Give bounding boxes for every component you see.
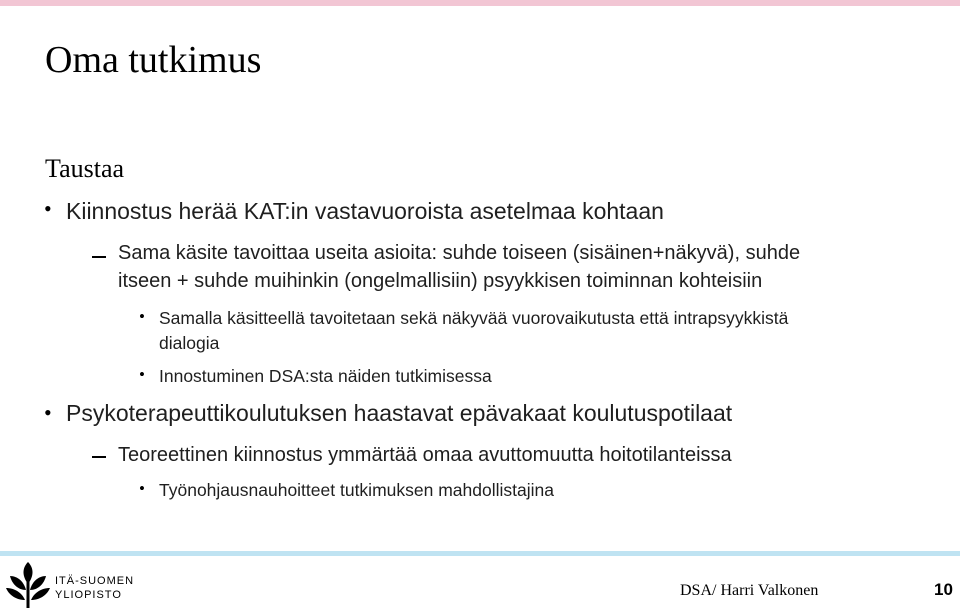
bullet-icon: • xyxy=(139,307,145,326)
bullet-item-level1: Kiinnostus herää KAT:in vastavuoroista asetelmaa kohtaan xyxy=(66,198,664,224)
bullet-item-level1: Psykoterapeuttikoulutuksen haastavat epävakaat koulutuspotilaat xyxy=(66,400,733,426)
section-heading: Taustaa xyxy=(45,154,125,183)
bullet-icon: • xyxy=(44,196,52,221)
bullet-icon: • xyxy=(139,365,145,384)
bullet-icon: • xyxy=(139,479,145,498)
bullet-item-level2: Teoreettinen kiinnostus ymmärtää omaa avuttomuutta hoitotilanteissa xyxy=(118,444,732,466)
dash-icon xyxy=(92,456,106,458)
bullet-item-level2-line1: Sama käsite tavoittaa useita asioita: suhde toiseen (sisäinen+näkyvä), suhde xyxy=(118,242,801,264)
university-logo-icon xyxy=(6,562,50,608)
logo-text-line2: YLIOPISTO xyxy=(55,589,122,601)
logo-text-line1: ITÄ-SUOMEN xyxy=(55,575,135,587)
bullet-item-level2-line2: itseen + suhde muihinkin (ongelmallisiin) psyykkisen toiminnan kohteisiin xyxy=(118,270,763,292)
bullet-item-level3-line1: Samalla käsitteellä tavoitetaan sekä näkyvää vuorovaikutusta että intrapsyykkistä xyxy=(159,308,789,328)
top-accent-bar xyxy=(0,0,960,6)
bullet-icon: • xyxy=(44,400,52,425)
bullet-item-level3: Innostuminen DSA:sta näiden tutkimisessa xyxy=(159,366,492,386)
page-number: 10 xyxy=(934,580,953,599)
bottom-accent-bar xyxy=(0,551,960,556)
slide-title: Oma tutkimus xyxy=(45,39,262,81)
bullet-item-level3-line2: dialogia xyxy=(159,333,220,353)
dash-icon xyxy=(92,256,106,258)
footer-author: DSA/ Harri Valkonen xyxy=(680,582,819,599)
bullet-item-level3: Työnohjausnauhoitteet tutkimuksen mahdollistajina xyxy=(159,480,554,500)
